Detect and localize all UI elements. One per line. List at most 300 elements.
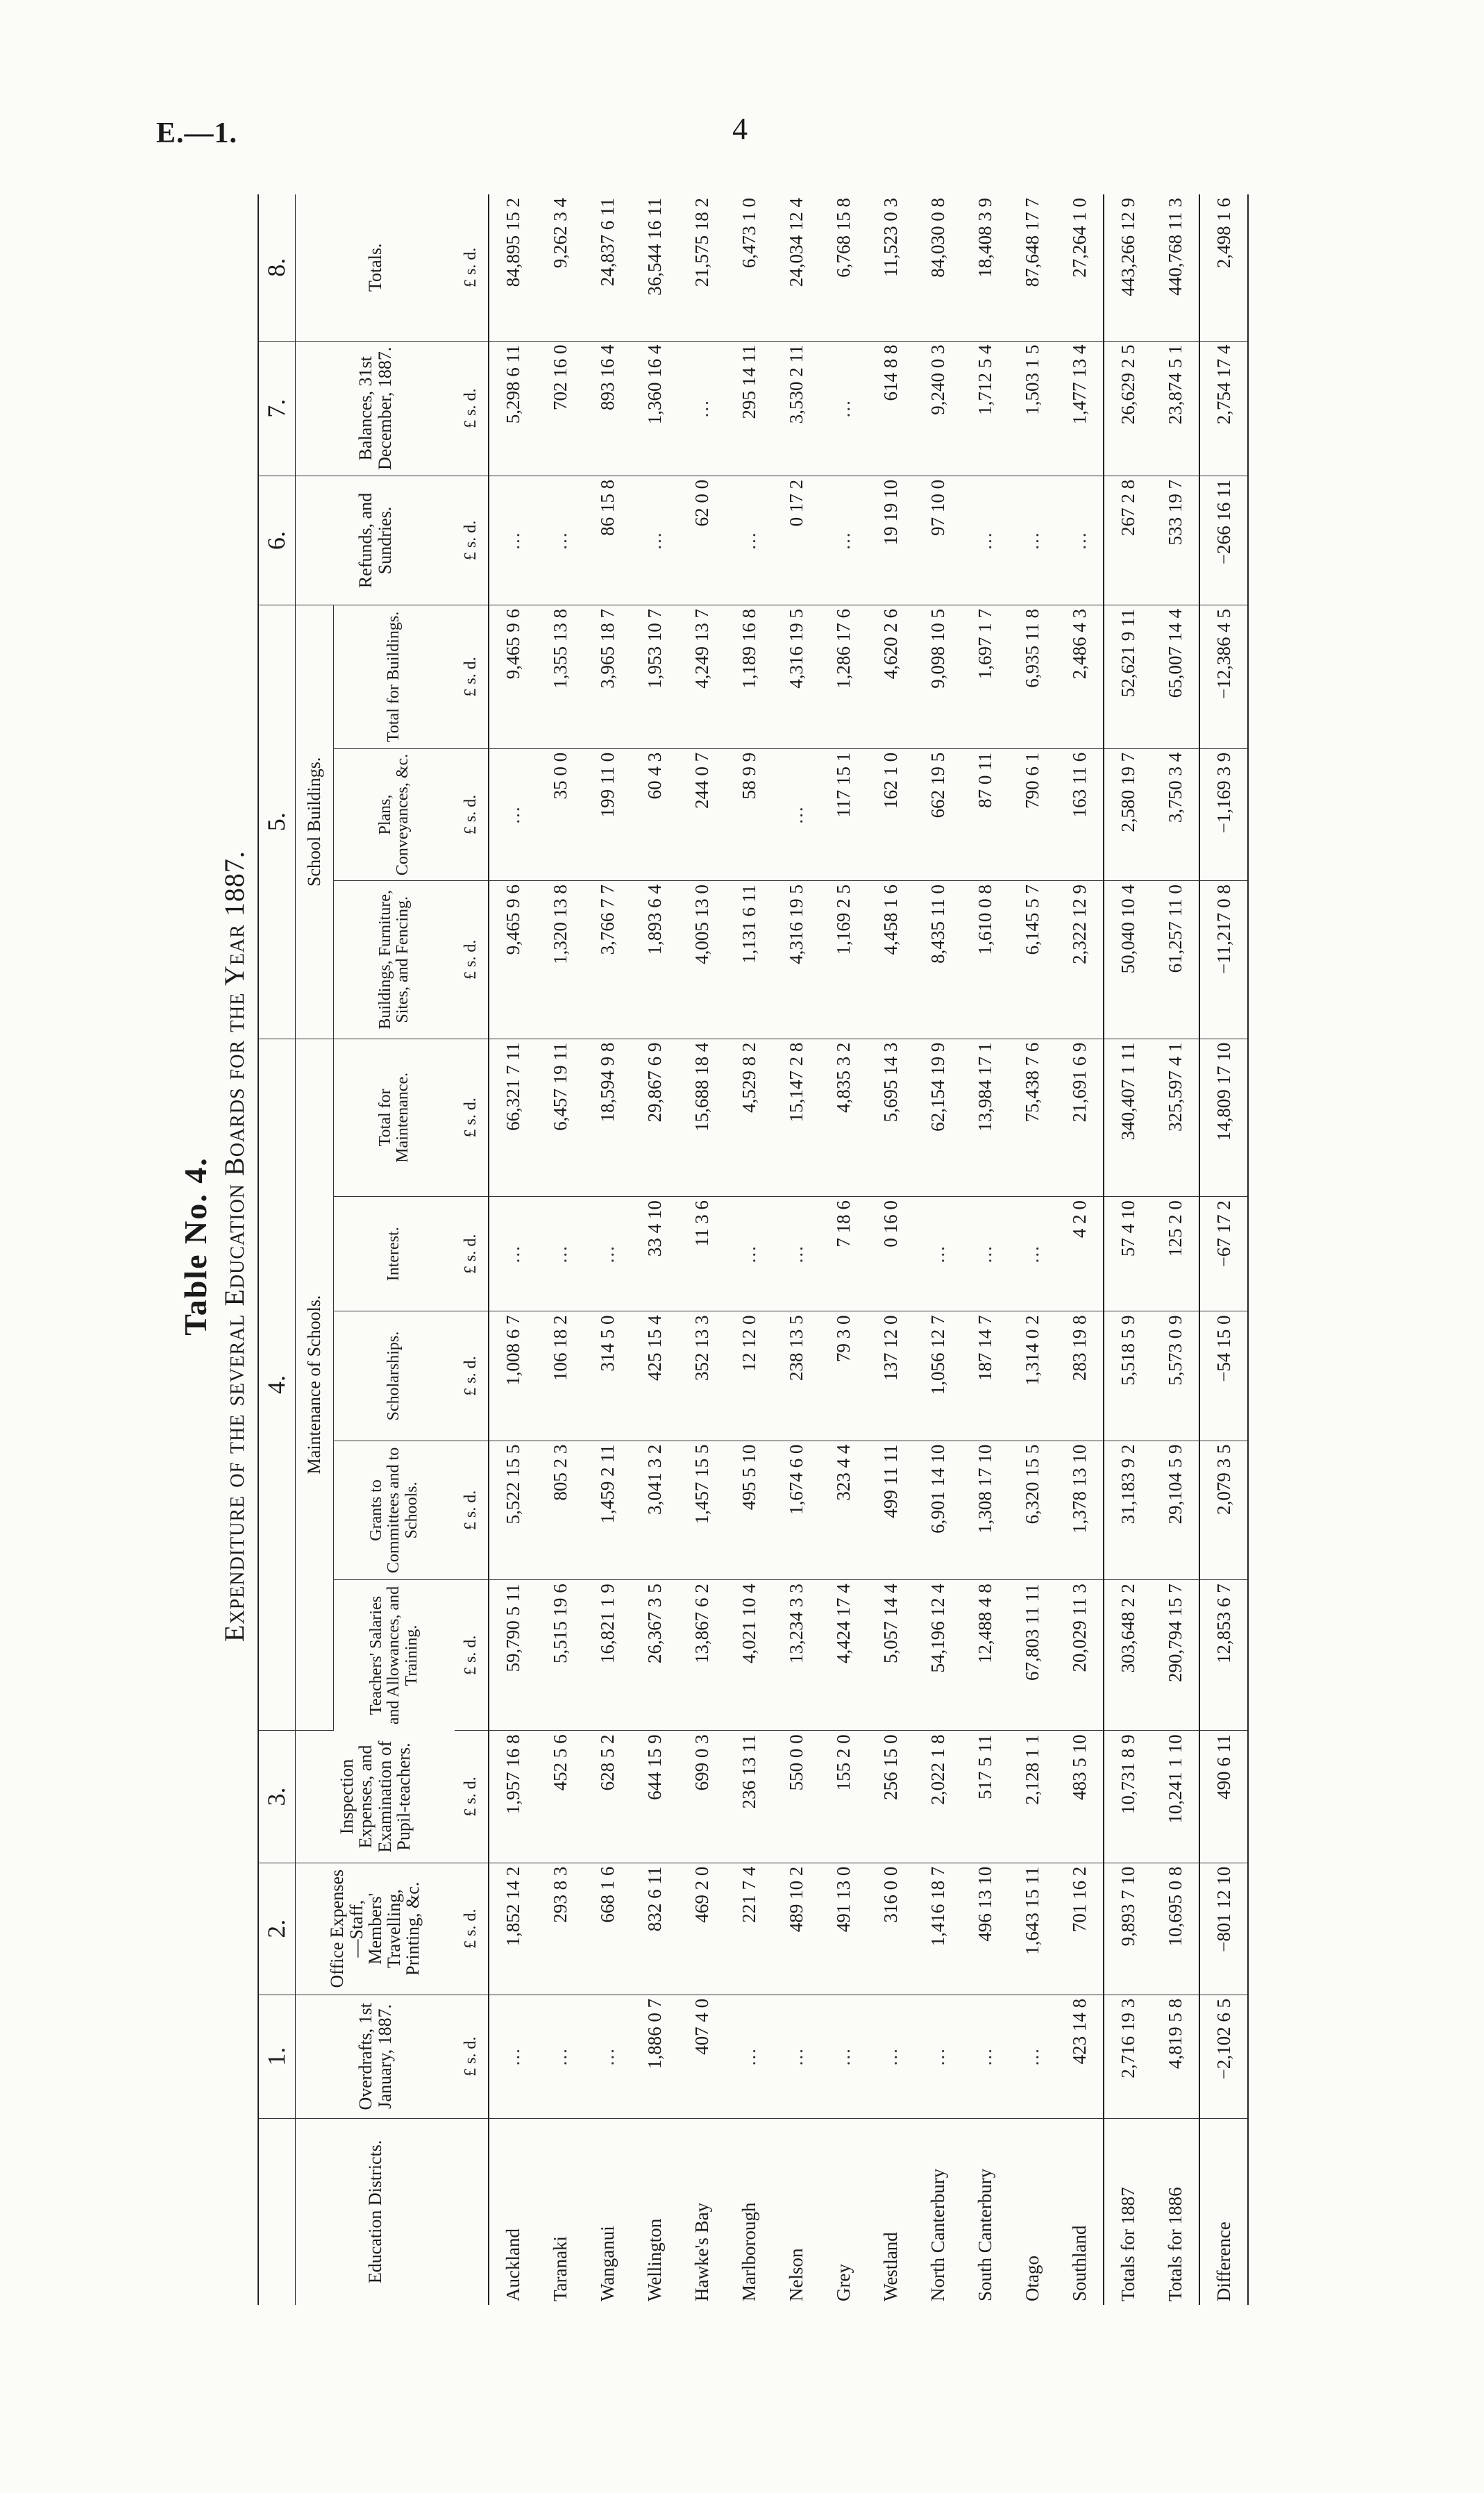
amount-cell: 0 17 2 xyxy=(773,476,820,605)
header-total-maintenance: Total for Maintenance. xyxy=(334,1039,455,1197)
amount-cell: 12,488 4 8 xyxy=(961,1580,1009,1731)
amount-cell: 4,021 10 4 xyxy=(725,1580,773,1731)
units-label: £ s. d. xyxy=(455,341,489,476)
header-maintenance-group: Maintenance of Schools. xyxy=(296,1039,334,1731)
amount-cell: 14,809 17 10 xyxy=(1199,1039,1248,1197)
amount-cell: ... xyxy=(867,1995,914,2118)
amount-cell: 62,154 19 9 xyxy=(914,1039,961,1197)
amount-cell: 61,257 11 0 xyxy=(1152,881,1199,1039)
amount-cell: 256 15 0 xyxy=(867,1731,914,1863)
amount-cell: 6,320 15 5 xyxy=(1009,1441,1056,1580)
amount-cell: ... xyxy=(725,476,773,605)
amount-cell: 425 15 4 xyxy=(631,1311,678,1441)
amount-cell: ... xyxy=(678,341,725,476)
amount-cell: 1,893 6 4 xyxy=(631,881,678,1039)
column-number: 2. xyxy=(258,1863,296,1995)
amount-cell: 5,057 14 4 xyxy=(867,1580,914,1731)
amount-cell: 84,030 0 8 xyxy=(914,194,961,341)
amount-cell: −801 12 10 xyxy=(1199,1863,1248,1995)
amount-cell: 4,458 1 6 xyxy=(867,881,914,1039)
amount-cell: 199 11 0 xyxy=(584,748,631,880)
amount-cell: ... xyxy=(584,1197,631,1311)
amount-cell: 4 2 0 xyxy=(1056,1197,1104,1311)
amount-cell: 1,169 2 5 xyxy=(820,881,867,1039)
amount-cell: 1,320 13 8 xyxy=(537,881,584,1039)
amount-cell: 423 14 8 xyxy=(1056,1995,1104,2118)
amount-cell: 5,695 14 3 xyxy=(867,1039,914,1197)
amount-cell: ... xyxy=(489,1197,537,1311)
column-number: 7. xyxy=(258,341,296,476)
amount-cell: 2,322 12 9 xyxy=(1056,881,1104,1039)
document-code: E.—1. xyxy=(156,117,238,149)
amount-cell: 24,837 6 11 xyxy=(584,194,631,341)
amount-cell: 35 0 0 xyxy=(537,748,584,880)
amount-cell: 790 6 1 xyxy=(1009,748,1056,880)
amount-cell: 27,264 1 0 xyxy=(1056,194,1104,341)
amount-cell: 1,457 15 5 xyxy=(678,1441,725,1580)
amount-cell: 11 3 6 xyxy=(678,1197,725,1311)
amount-cell: 19 19 10 xyxy=(867,476,914,605)
table-row xyxy=(1104,194,1152,2305)
amount-cell: 496 13 10 xyxy=(961,1863,1009,1995)
amount-cell: 3,750 3 4 xyxy=(1152,748,1199,880)
amount-cell: 805 2 3 xyxy=(537,1441,584,1580)
amount-cell: 1,378 13 10 xyxy=(1056,1441,1104,1580)
amount-cell: 31,183 9 2 xyxy=(1104,1441,1152,1580)
amount-cell: 1,189 16 8 xyxy=(725,605,773,749)
units-label: £ s. d. xyxy=(455,1995,489,2118)
table-row xyxy=(725,194,773,2305)
units-label: £ s. d. xyxy=(455,1863,489,1995)
amount-cell: 24,034 12 4 xyxy=(773,194,820,341)
amount-cell: ... xyxy=(1009,1995,1056,2118)
table-row xyxy=(867,194,914,2305)
units-label: £ s. d. xyxy=(455,194,489,341)
amount-cell: 517 5 11 xyxy=(961,1731,1009,1863)
amount-cell: 668 1 6 xyxy=(584,1863,631,1995)
table-row xyxy=(1009,194,1056,2305)
units-label: £ s. d. xyxy=(455,1311,489,1441)
amount-cell: 644 15 9 xyxy=(631,1731,678,1863)
amount-cell: 1,056 12 7 xyxy=(914,1311,961,1441)
header-office-expenses: Office Expenses—Staff, Members' Travelling, Printing, &c. xyxy=(296,1863,455,1995)
amount-cell: −266 16 11 xyxy=(1199,476,1248,605)
amount-cell: 1,503 1 5 xyxy=(1009,341,1056,476)
amount-cell: 2,079 3 5 xyxy=(1199,1441,1248,1580)
amount-cell: 3,041 3 2 xyxy=(631,1441,678,1580)
amount-cell: ... xyxy=(961,1995,1009,2118)
amount-cell: 62 0 0 xyxy=(678,476,725,605)
amount-cell: 86 15 8 xyxy=(584,476,631,605)
amount-cell: 117 15 1 xyxy=(820,748,867,880)
amount-cell: 4,620 2 6 xyxy=(867,605,914,749)
amount-cell: 832 6 11 xyxy=(631,1863,678,1995)
table-row xyxy=(961,194,1009,2305)
amount-cell: 36,544 16 11 xyxy=(631,194,678,341)
header-interest: Interest. xyxy=(334,1197,455,1311)
amount-cell: 50,040 10 4 xyxy=(1104,881,1152,1039)
amount-cell: 4,424 17 4 xyxy=(820,1580,867,1731)
district-name: Marlborough xyxy=(738,2202,759,2301)
amount-cell: 893 16 4 xyxy=(584,341,631,476)
column-number: 3. xyxy=(258,1731,296,1863)
amount-cell: 4,005 13 0 xyxy=(678,881,725,1039)
page-header xyxy=(0,0,1484,167)
amount-cell: 15,688 18 4 xyxy=(678,1039,725,1197)
amount-cell: 9,465 9 6 xyxy=(489,881,537,1039)
district-name: South Canterbury xyxy=(974,2168,995,2301)
expenditure-table xyxy=(258,194,1249,2305)
amount-cell: 10,695 0 8 xyxy=(1152,1863,1199,1995)
column-number: 6. xyxy=(258,476,296,605)
district-name: Otago xyxy=(1021,2256,1043,2301)
amount-cell: 21,575 18 2 xyxy=(678,194,725,341)
amount-cell: 6,901 14 10 xyxy=(914,1441,961,1580)
amount-cell: 550 0 0 xyxy=(773,1731,820,1863)
amount-cell: ... xyxy=(725,1197,773,1311)
amount-cell: 2,022 1 8 xyxy=(914,1731,961,1863)
amount-cell: 4,529 8 2 xyxy=(725,1039,773,1197)
amount-cell: 15,147 2 8 xyxy=(773,1039,820,1197)
amount-cell: 67,803 11 11 xyxy=(1009,1580,1056,1731)
amount-cell: 29,104 5 9 xyxy=(1152,1441,1199,1580)
rotated-table-container xyxy=(177,187,1343,2305)
amount-cell: 499 11 11 xyxy=(867,1441,914,1580)
amount-cell: −12,386 4 5 xyxy=(1199,605,1248,749)
amount-cell: 325,597 4 1 xyxy=(1152,1039,1199,1197)
amount-cell: 238 13 5 xyxy=(773,1311,820,1441)
amount-cell: ... xyxy=(820,1995,867,2118)
amount-cell: 1,697 1 7 xyxy=(961,605,1009,749)
amount-cell: 5,518 5 9 xyxy=(1104,1311,1152,1441)
amount-cell: −54 15 0 xyxy=(1199,1311,1248,1441)
amount-cell: ... xyxy=(773,1995,820,2118)
amount-cell: 33 4 10 xyxy=(631,1197,678,1311)
units-label: £ s. d. xyxy=(455,1039,489,1197)
district-name: Wanganui xyxy=(596,2226,618,2301)
amount-cell: 13,984 17 1 xyxy=(961,1039,1009,1197)
amount-cell: 5,573 0 9 xyxy=(1152,1311,1199,1441)
amount-cell: 187 14 7 xyxy=(961,1311,1009,1441)
header-buildings: Buildings, Furniture, Sites, and Fencing. xyxy=(334,881,455,1039)
amount-cell: 5,522 15 5 xyxy=(489,1441,537,1580)
amount-cell: 52,621 9 11 xyxy=(1104,605,1152,749)
units-label: £ s. d. xyxy=(455,1197,489,1311)
amount-cell: 2,498 1 6 xyxy=(1199,194,1248,341)
amount-cell: 65,007 14 4 xyxy=(1152,605,1199,749)
amount-cell: 6,768 15 8 xyxy=(820,194,867,341)
header-buildings-group: School Buildings. xyxy=(296,605,334,1039)
amount-cell: 469 2 0 xyxy=(678,1863,725,1995)
amount-cell: 87,648 17 7 xyxy=(1009,194,1056,341)
header-salaries: Teachers' Salaries and Allowances, and Training. xyxy=(334,1580,455,1731)
header-districts: Education Districts. xyxy=(296,2118,455,2305)
amount-cell: 21,691 6 9 xyxy=(1056,1039,1104,1197)
amount-cell: 0 16 0 xyxy=(867,1197,914,1311)
units-label: £ s. d. xyxy=(455,1731,489,1863)
header-balances: Balances, 31st December, 1887. xyxy=(296,341,455,476)
amount-cell: 490 6 11 xyxy=(1199,1731,1248,1863)
amount-cell: 662 19 5 xyxy=(914,748,961,880)
header-group-row xyxy=(296,194,334,2305)
amount-cell: ... xyxy=(725,1995,773,2118)
amount-cell: ... xyxy=(489,1995,537,2118)
amount-cell: 702 16 0 xyxy=(537,341,584,476)
amount-cell: 701 16 2 xyxy=(1056,1863,1104,1995)
table-row xyxy=(1152,194,1199,2305)
amount-cell: 9,465 9 6 xyxy=(489,605,537,749)
table-row xyxy=(489,194,537,2305)
amount-cell: 11,523 0 3 xyxy=(867,194,914,341)
amount-cell: −1,169 3 9 xyxy=(1199,748,1248,880)
amount-cell: 59,790 5 11 xyxy=(489,1580,537,1731)
district-name: Difference xyxy=(1199,2118,1248,2305)
amount-cell: 283 19 8 xyxy=(1056,1311,1104,1441)
amount-cell: 614 8 8 xyxy=(867,341,914,476)
units-label: £ s. d. xyxy=(455,881,489,1039)
amount-cell: 12 12 0 xyxy=(725,1311,773,1441)
amount-cell: 3,766 7 7 xyxy=(584,881,631,1039)
amount-cell: ... xyxy=(631,476,678,605)
table-row xyxy=(914,194,961,2305)
amount-cell: 1,886 0 7 xyxy=(631,1995,678,2118)
header-totals: Totals. xyxy=(296,194,455,341)
amount-cell: 1,643 15 11 xyxy=(1009,1863,1056,1995)
amount-cell: 483 5 10 xyxy=(1056,1731,1104,1863)
amount-cell: ... xyxy=(489,476,537,605)
column-number: 8. xyxy=(258,194,296,341)
amount-cell: 9,098 10 5 xyxy=(914,605,961,749)
district-name: Nelson xyxy=(785,2248,807,2301)
amount-cell: 6,457 19 11 xyxy=(537,1039,584,1197)
header-grants: Grants to Committees and to Schools. xyxy=(334,1441,455,1580)
amount-cell: −2,102 6 5 xyxy=(1199,1995,1248,2118)
header-refunds: Refunds, and Sundries. xyxy=(296,476,455,605)
amount-cell: 440,768 11 3 xyxy=(1152,194,1199,341)
table-body xyxy=(489,194,1248,2305)
column-number: 5. xyxy=(258,605,296,1039)
amount-cell: ... xyxy=(584,1995,631,2118)
amount-cell: 20,029 11 3 xyxy=(1056,1580,1104,1731)
amount-cell: 1,459 2 11 xyxy=(584,1441,631,1580)
amount-cell: 26,367 3 5 xyxy=(631,1580,678,1731)
units-label: £ s. d. xyxy=(455,748,489,880)
amount-cell: 628 5 2 xyxy=(584,1731,631,1863)
amount-cell: 6,145 5 7 xyxy=(1009,881,1056,1039)
amount-cell: 314 5 0 xyxy=(584,1311,631,1441)
amount-cell: 18,594 9 8 xyxy=(584,1039,631,1197)
amount-cell: ... xyxy=(914,1995,961,2118)
units-label: £ s. d. xyxy=(455,1580,489,1731)
amount-cell: ... xyxy=(914,1197,961,1311)
amount-cell: 2,754 17 4 xyxy=(1199,341,1248,476)
amount-cell: ... xyxy=(537,1197,584,1311)
amount-cell: 407 4 0 xyxy=(678,1995,725,2118)
table-row xyxy=(1056,194,1104,2305)
table-row xyxy=(537,194,584,2305)
amount-cell: 23,874 5 1 xyxy=(1152,341,1199,476)
header-scholarships: Scholarships. xyxy=(334,1311,455,1441)
amount-cell: 1,360 16 4 xyxy=(631,341,678,476)
amount-cell: ... xyxy=(489,748,537,880)
units-label: £ s. d. xyxy=(455,1441,489,1580)
table-row xyxy=(1199,194,1248,2305)
amount-cell: ... xyxy=(961,476,1009,605)
amount-cell: 9,262 3 4 xyxy=(537,194,584,341)
district-name: Southland xyxy=(1068,2225,1090,2301)
amount-cell: 84,895 15 2 xyxy=(489,194,537,341)
amount-cell: 1,355 13 8 xyxy=(537,605,584,749)
column-number-row xyxy=(258,194,296,2305)
amount-cell: 58 9 9 xyxy=(725,748,773,880)
column-number: 4. xyxy=(258,1039,296,1731)
amount-cell: 340,407 1 11 xyxy=(1104,1039,1152,1197)
amount-cell: 1,712 5 4 xyxy=(961,341,1009,476)
amount-cell: 4,316 19 5 xyxy=(773,605,820,749)
amount-cell: 443,266 12 9 xyxy=(1104,194,1152,341)
amount-cell: 267 2 8 xyxy=(1104,476,1152,605)
amount-cell: 12,853 6 7 xyxy=(1199,1580,1248,1731)
amount-cell: 60 4 3 xyxy=(631,748,678,880)
amount-cell: 162 1 0 xyxy=(867,748,914,880)
amount-cell: 452 5 6 xyxy=(537,1731,584,1863)
table-caption xyxy=(177,187,251,2305)
district-name: Hawke's Bay xyxy=(691,2202,712,2301)
amount-cell: 155 2 0 xyxy=(820,1731,867,1863)
district-name: Westland xyxy=(879,2232,901,2301)
amount-cell: 295 14 11 xyxy=(725,341,773,476)
units-label: £ s. d. xyxy=(455,605,489,749)
amount-cell: ... xyxy=(537,476,584,605)
header-total-buildings: Total for Buildings. xyxy=(334,605,455,749)
amount-cell: 1,416 18 7 xyxy=(914,1863,961,1995)
amount-cell: 2,716 19 3 xyxy=(1104,1995,1152,2118)
header-overdrafts: Overdrafts, 1st January, 1887. xyxy=(296,1995,455,2118)
amount-cell: 9,240 0 3 xyxy=(914,341,961,476)
amount-cell: 66,321 7 11 xyxy=(489,1039,537,1197)
amount-cell: 18,408 3 9 xyxy=(961,194,1009,341)
amount-cell: 4,819 5 8 xyxy=(1152,1995,1199,2118)
amount-cell: 491 13 0 xyxy=(820,1863,867,1995)
amount-cell: 2,486 4 3 xyxy=(1056,605,1104,749)
district-name: Totals for 1886 xyxy=(1164,2187,1186,2301)
amount-cell: 1,314 0 2 xyxy=(1009,1311,1056,1441)
header-inspection: Inspection Expenses, and Examination of Pupil-teachers. xyxy=(296,1731,455,1863)
amount-cell: ... xyxy=(537,1995,584,2118)
amount-cell: 5,298 6 11 xyxy=(489,341,537,476)
amount-cell: 323 4 4 xyxy=(820,1441,867,1580)
amount-cell: 533 19 7 xyxy=(1152,476,1199,605)
amount-cell: ... xyxy=(820,476,867,605)
amount-cell: ... xyxy=(1009,1197,1056,1311)
district-name: Taranaki xyxy=(549,2235,571,2301)
amount-cell: 6,473 1 0 xyxy=(725,194,773,341)
amount-cell: −11,217 0 8 xyxy=(1199,881,1248,1039)
amount-cell: 2,128 1 1 xyxy=(1009,1731,1056,1863)
amount-cell: 10,731 8 9 xyxy=(1104,1731,1152,1863)
amount-cell: 352 13 3 xyxy=(678,1311,725,1441)
amount-cell: 699 0 3 xyxy=(678,1731,725,1863)
amount-cell: 87 0 11 xyxy=(961,748,1009,880)
amount-cell: ... xyxy=(961,1197,1009,1311)
amount-cell: 1,852 14 2 xyxy=(489,1863,537,1995)
amount-cell: 6,935 11 8 xyxy=(1009,605,1056,749)
amount-cell: 316 0 0 xyxy=(867,1863,914,1995)
amount-cell: 4,835 3 2 xyxy=(820,1039,867,1197)
amount-cell: 4,316 19 5 xyxy=(773,881,820,1039)
amount-cell: 5,515 19 6 xyxy=(537,1580,584,1731)
amount-cell: 4,249 13 7 xyxy=(678,605,725,749)
amount-cell: 10,241 1 10 xyxy=(1152,1731,1199,1863)
amount-cell: 9,893 7 10 xyxy=(1104,1863,1152,1995)
amount-cell: 236 13 11 xyxy=(725,1731,773,1863)
amount-cell: 8,435 11 0 xyxy=(914,881,961,1039)
amount-cell: 1,957 16 8 xyxy=(489,1731,537,1863)
table-row xyxy=(820,194,867,2305)
amount-cell: 495 5 10 xyxy=(725,1441,773,1580)
amount-cell: 13,867 6 2 xyxy=(678,1580,725,1731)
district-name: Totals for 1887 xyxy=(1104,2118,1152,2305)
amount-cell: 3,965 18 7 xyxy=(584,605,631,749)
amount-cell: 221 7 4 xyxy=(725,1863,773,1995)
amount-cell: 163 11 6 xyxy=(1056,748,1104,880)
amount-cell: 1,131 6 11 xyxy=(725,881,773,1039)
district-name: Wellington xyxy=(643,2218,665,2301)
amount-cell: 57 4 10 xyxy=(1104,1197,1152,1311)
amount-cell: 1,477 13 4 xyxy=(1056,341,1104,476)
amount-cell: 244 0 7 xyxy=(678,748,725,880)
amount-cell: 13,234 3 3 xyxy=(773,1580,820,1731)
amount-cell: ... xyxy=(773,1197,820,1311)
amount-cell: 293 8 3 xyxy=(537,1863,584,1995)
amount-cell: ... xyxy=(820,341,867,476)
amount-cell: ... xyxy=(1056,476,1104,605)
amount-cell: 1,610 0 8 xyxy=(961,881,1009,1039)
header-plans: Plans, Conveyances, &c. xyxy=(334,748,455,880)
column-number-blank xyxy=(258,2118,296,2305)
amount-cell: ... xyxy=(1009,476,1056,605)
amount-cell: 1,953 10 7 xyxy=(631,605,678,749)
table-row xyxy=(631,194,678,2305)
amount-cell: 54,196 12 4 xyxy=(914,1580,961,1731)
units-label: £ s. d. xyxy=(455,476,489,605)
district-name: Auckland xyxy=(502,2228,523,2301)
amount-cell: 3,530 2 11 xyxy=(773,341,820,476)
amount-cell: 97 10 0 xyxy=(914,476,961,605)
amount-cell: 26,629 2 5 xyxy=(1104,341,1152,476)
column-number: 1. xyxy=(258,1995,296,2118)
district-name: North Canterbury xyxy=(927,2168,948,2301)
amount-cell: 7 18 6 xyxy=(820,1197,867,1311)
units-blank xyxy=(455,2118,489,2305)
amount-cell: 125 2 0 xyxy=(1152,1197,1199,1311)
amount-cell: 303,648 2 2 xyxy=(1104,1580,1152,1731)
amount-cell: 29,867 6 9 xyxy=(631,1039,678,1197)
amount-cell: 1,286 17 6 xyxy=(820,605,867,749)
table-row xyxy=(678,194,725,2305)
amount-cell: 290,794 15 7 xyxy=(1152,1580,1199,1731)
table-title: Table No. 4. xyxy=(178,1157,213,1336)
amount-cell: 1,674 6 0 xyxy=(773,1441,820,1580)
amount-cell: 2,580 19 7 xyxy=(1104,748,1152,880)
amount-cell: 16,821 1 9 xyxy=(584,1580,631,1731)
amount-cell: 1,308 17 10 xyxy=(961,1441,1009,1580)
table-subtitle: Expenditure of the several Education Boards for the Year 1887. xyxy=(219,850,250,1642)
amount-cell: ... xyxy=(773,748,820,880)
district-name: Grey xyxy=(832,2264,854,2301)
amount-cell: 1,008 6 7 xyxy=(489,1311,537,1441)
table-row xyxy=(584,194,631,2305)
